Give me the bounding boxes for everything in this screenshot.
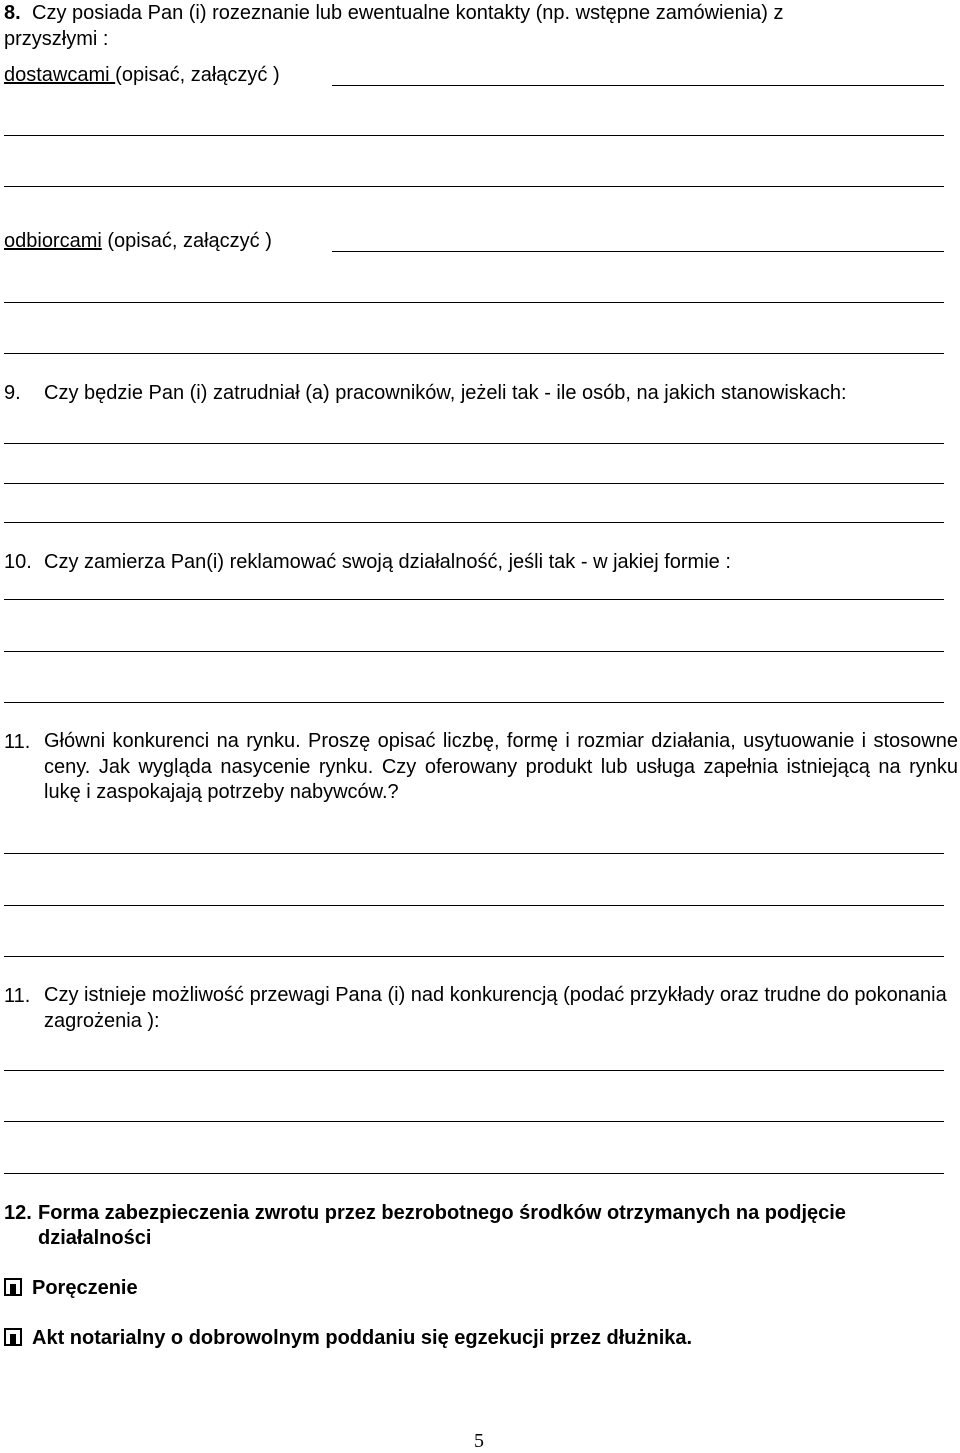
- suppliers-answer-line-3[interactable]: [4, 186, 944, 187]
- q10-answer-line-2[interactable]: [4, 651, 944, 652]
- suppliers-answer-line[interactable]: [332, 85, 944, 86]
- checkbox-icon: [4, 1278, 22, 1296]
- q8-text-line2: przyszłymi :: [4, 28, 109, 50]
- q12-text-line1: Forma zabezpieczenia zwrotu przez bezrobotnego środków otrzymanych na podjęcie: [38, 1202, 846, 1224]
- checkbox-poreczenie[interactable]: [4, 1278, 22, 1301]
- buyers-answer-line-2[interactable]: [4, 302, 944, 303]
- option-poreczenie-label: Poręczenie: [32, 1277, 138, 1299]
- q9-text: Czy będzie Pan (i) zatrudniał (a) pracowników, jeżeli tak - ile osób, na jakich stanowiskach:: [44, 382, 847, 404]
- q11b-number: 11.: [4, 985, 31, 1007]
- buyers-label: odbiorcami: [4, 230, 102, 252]
- q9-answer-line-3[interactable]: [4, 522, 944, 523]
- suppliers-label: dostawcami: [4, 64, 116, 86]
- option-akt-notarialny-label: Akt notarialny o dobrowolnym poddaniu się egzekucji przez dłużnika.: [32, 1327, 693, 1349]
- q11a-number: 11.: [4, 731, 31, 753]
- suppliers-hint: (opisać, załączyć ): [115, 64, 280, 86]
- q8-suppliers-row: [4, 62, 280, 88]
- buyers-hint: (opisać, załączyć ): [101, 230, 272, 252]
- q9-answer-line-2[interactable]: [4, 483, 944, 484]
- q10-answer-line-3[interactable]: [4, 702, 944, 703]
- checkbox-akt-notarialny[interactable]: [4, 1328, 22, 1351]
- q8-number: 8.: [4, 2, 21, 24]
- q12-number: 12.: [4, 1202, 32, 1224]
- q10-number: 10.: [4, 551, 32, 573]
- buyers-answer-line[interactable]: [332, 251, 944, 252]
- q11a-answer-line-2[interactable]: [4, 905, 944, 906]
- q9-answer-line-1[interactable]: [4, 443, 944, 444]
- buyers-answer-line-3[interactable]: [4, 353, 944, 354]
- q12-text-line2: działalności: [38, 1227, 152, 1249]
- checkbox-icon: [4, 1328, 22, 1346]
- q11a-answer-line-3[interactable]: [4, 956, 944, 957]
- q11b-answer-line-2[interactable]: [4, 1121, 944, 1122]
- q10-answer-line-1[interactable]: [4, 599, 944, 600]
- q9-number: 9.: [4, 382, 21, 404]
- q8-buyers-row: [4, 228, 272, 254]
- suppliers-answer-line-2[interactable]: [4, 135, 944, 136]
- q10-text: Czy zamierza Pan(i) reklamować swoją działalność, jeśli tak - w jakiej formie :: [44, 551, 731, 573]
- q11b-text: Czy istnieje możliwość przewagi Pana (i) nad konkurencją (podać przykłady oraz trudne do pokonania zagrożenia ):: [44, 984, 947, 1032]
- q11b-answer-line-3[interactable]: [4, 1173, 944, 1174]
- q11b-answer-line-1[interactable]: [4, 1070, 944, 1071]
- q11a-text: Główni konkurenci na rynku. Proszę opisać liczbę, formę i rozmiar działania, usytuowanie i stosowne ceny. Jak wygląda nasycenie rynku. Czy oferowany produkt lub usługa zapełnia istniejącą na rynku lukę i zaspokajają potrzeby nabywców.?: [44, 730, 958, 803]
- q8-text-line1: Czy posiada Pan (i) rozeznanie lub ewentualne kontakty (np. wstępne zamówienia) z: [32, 2, 784, 24]
- q11a-answer-line-1[interactable]: [4, 853, 944, 854]
- page-number: 5: [474, 1430, 484, 1452]
